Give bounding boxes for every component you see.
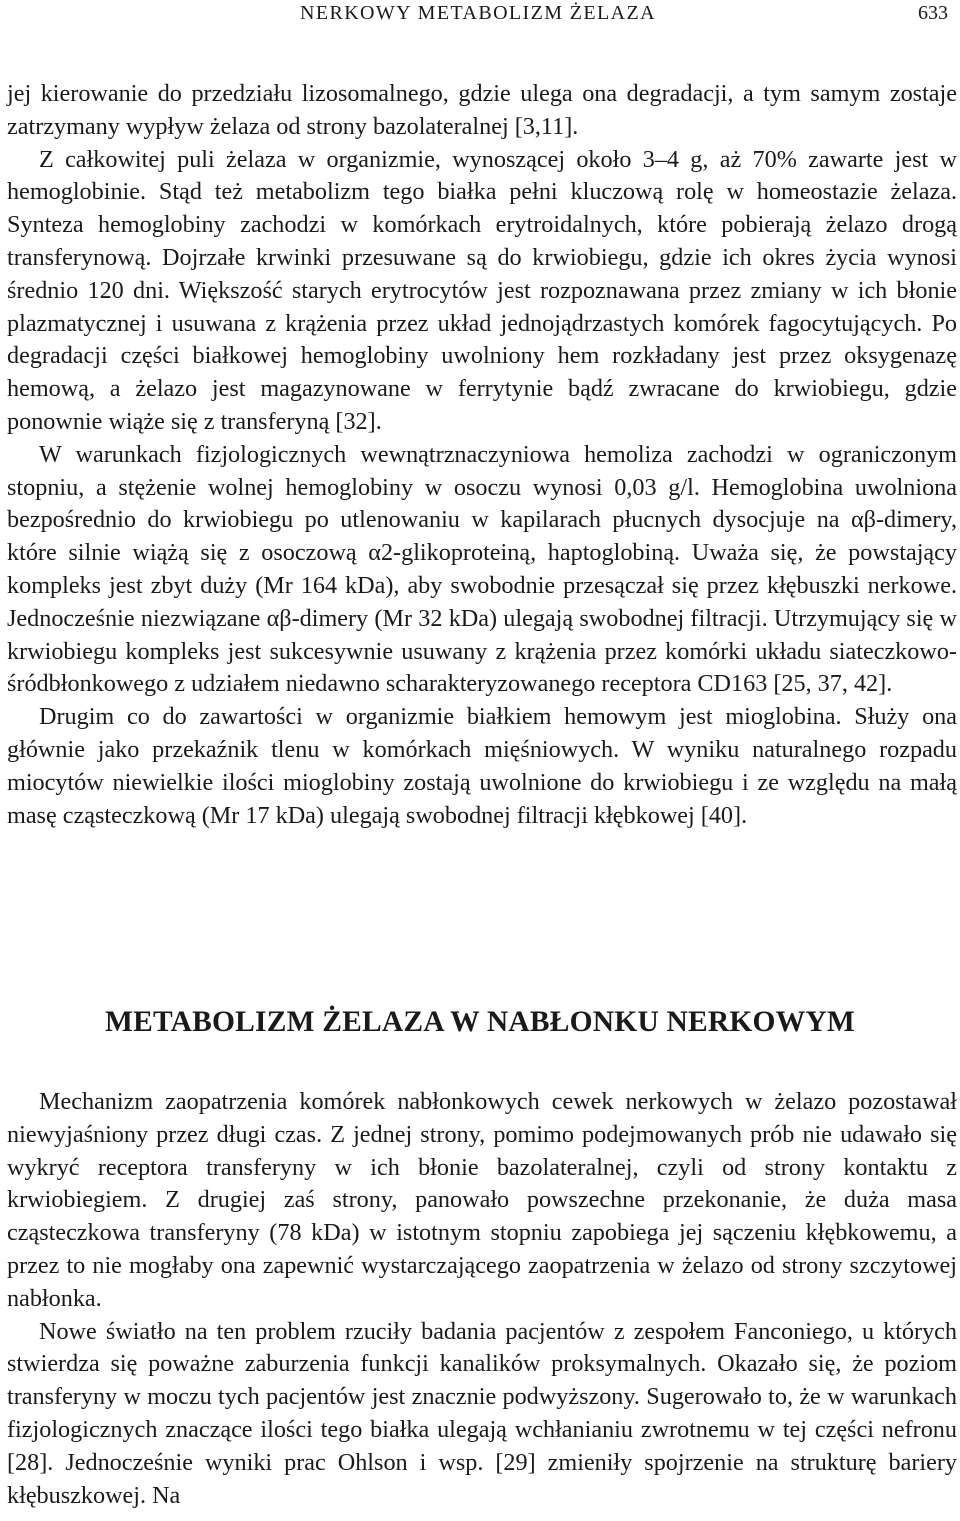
page-number: 633 [918,2,948,24]
paragraph: Drugim co do zawartości w organizmie białkiem hemowym jest mioglobina. Służy ona głównie jako przekaźnik tlenu w komórkach mięśniowych. W wyniku naturalnego rozpadu miocytów niewielkie ilości mioglobiny zostają uwolnione do krwiobiegu i ze względu na małą masę cząsteczkową (Mr 17 kDa) ulegają swobodnej filtracji kłębkowej [40]. [7,703,957,829]
section-heading: METABOLIZM ŻELAZA W NABŁONKU NERKOWYM [105,1006,855,1038]
section-body-renal-epithelium [7,1086,957,1512]
running-title: NERKOWY METABOLIZM ŻELAZA [300,2,656,24]
section-body-hemoglobin [7,78,957,832]
running-header [0,0,960,30]
paragraph: Nowe światło na ten problem rzuciły badania pacjentów z zespołem Fanconiego, u których stwierdza się poważne zaburzenia funkcji kanalików proksymalnych. Okazało się, że poziom transferyny w moczu tych pacjentów jest znacznie podwyższony. Sugerowało to, że w warunkach fizjologicznych znaczące ilości tego białka ulegają wchłanianiu zwrotnemu w tej części nefronu [28]. Jednocześnie wyniki prac Ohlson i wsp. [29] zmieniły spojrzenie na strukturę bariery kłębuszkowej. Na [7,1317,957,1509]
paragraph: Mechanizm zaopatrzenia komórek nabłonkowych cewek nerkowych w żelazo pozostawał niewyjaśniony przez długi czas. Z jednej strony, pomimo podejmowanych prób nie udawało się wykryć receptora transferyny w ich błonie bazolateralnej, czyli od strony kontaktu z krwiobiegiem. Z drugiej zaś strony, panowało powszechne przekonanie, że duża masa cząsteczkowa transferyny (78 kDa) w istotnym stopniu zapobiega jej sączeniu kłębkowemu, a przez to nie mogłaby ona zapewnić wystarczającego zaopatrzenia w żelazo od strony szczytowej nabłonka. [7,1088,957,1312]
paragraph: Z całkowitej puli żelaza w organizmie, wynoszącej około 3–4 g, aż 70% zawarte jest w hemoglobinie. Stąd też metabolizm tego białka pełni kluczową rolę w homeostazie żelaza. Synteza hemoglobiny zachodzi w komórkach erytroidalnych, które pobierają żelazo drogą transferynową. Dojrzałe krwinki przesuwane są do krwiobiegu, gdzie ich okres życia wynosi średnio 120 dni. Większość starych erytrocytów jest rozpoznawana przez zmiany w ich błonie plazmatycznej i usuwana z krążenia przez układ jednojądrzastych komórek fagocytujących. Po degradacji części białkowej hemoglobiny uwolniony hem rozkładany jest przez oksygenazę hemową, a żelazo jest magazynowane w ferrytynie bądź zwracane do krwiobiegu, gdzie ponownie wiąże się z transferyną [32]. [7,145,957,435]
paragraph: W warunkach fizjologicznych wewnątrznaczyniowa hemoliza zachodzi w ograniczonym stopniu, a stężenie wolnej hemoglobiny w osoczu wynosi 0,03 g/l. Hemoglobina uwolniona bezpośrednio do krwiobiegu po utlenowaniu w kapilarach płucnych dysocjuje na αβ-dimery, które silnie wiążą się z osoczową α2-glikoproteiną, haptoglobiną. Uważa się, że powstający kompleks jest zbyt duży (Mr 164 kDa), aby swobodnie przesączał się przez kłębuszki nerkowe. Jednocześnie niezwiązane αβ-dimery (Mr 32 kDa) ulegają swobodnej filtracji. Utrzymujący się w krwiobiegu kompleks jest sukcesywnie usuwany z krążenia przez komórki układu siateczkowo-śródbłonkowego z udziałem niedawno scharakteryzowanego receptora CD163 [25, 37, 42]. [7,440,957,698]
paragraph: jej kierowanie do przedziału lizosomalnego, gdzie ulega ona degradacji, a tym samym zostaje zatrzymany wypływ żelaza od strony bazolateralnej [3,11]. [7,80,957,140]
